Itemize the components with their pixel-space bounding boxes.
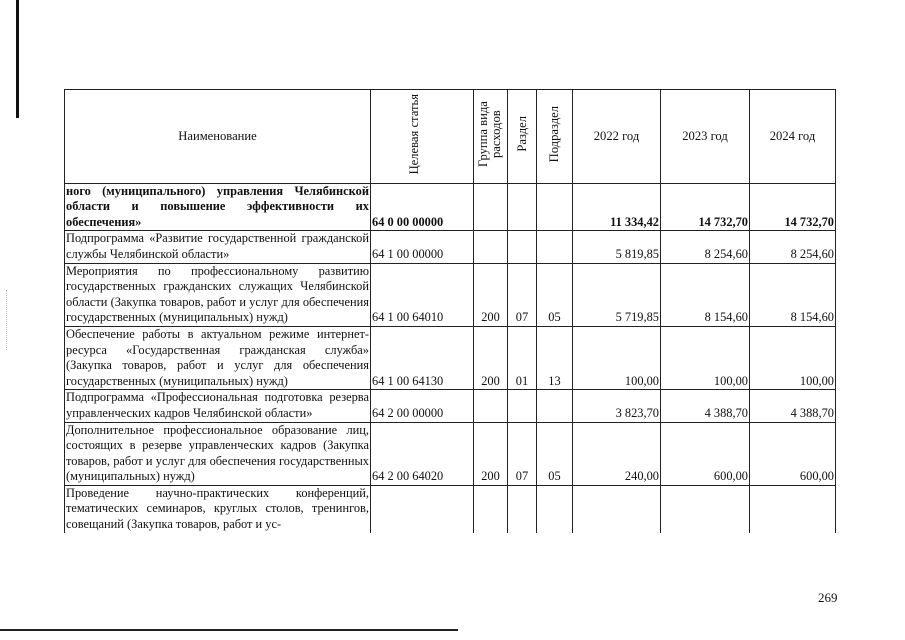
row-subsection bbox=[537, 183, 573, 231]
row-2024: 8 154,60 bbox=[750, 263, 836, 326]
row-section bbox=[508, 390, 537, 422]
row-name: ного (муниципального) управления Челябинской области и повышение эффективности их обеспечения» bbox=[65, 183, 371, 231]
table-row bbox=[65, 263, 836, 326]
row-section: 01 bbox=[508, 326, 537, 389]
row-subsection: 05 bbox=[537, 422, 573, 485]
header-group: Группа вида расходов bbox=[474, 90, 508, 184]
row-code: 64 1 00 64010 bbox=[371, 263, 474, 326]
row-group: 200 bbox=[474, 263, 508, 326]
row-name: Подпрограмма «Развитие государственной гражданской службы Челябинской области» bbox=[65, 231, 371, 263]
table-row bbox=[65, 326, 836, 389]
table-row bbox=[65, 390, 836, 422]
row-name: Мероприятия по профессиональному развитию государственных гражданских служащих Челябинской области (Закупка товаров, работ и услуг для обеспечения государственных (муниципальных) нужд) bbox=[65, 263, 371, 326]
row-name: Проведение научно-практических конференций, тематических семинаров, круглых столов, тренингов, совещаний (Закупка товаров, работ и ус- bbox=[66, 485, 369, 532]
page-number: 269 bbox=[818, 590, 838, 605]
row-code: 64 0 00 00000 bbox=[371, 183, 474, 231]
scan-margin-specks bbox=[6, 290, 9, 350]
header-2024: 2024 год bbox=[750, 90, 836, 184]
row-subsection bbox=[537, 485, 573, 532]
row-group bbox=[474, 390, 508, 422]
row-2024: 8 254,60 bbox=[750, 231, 836, 263]
header-section: Раздел bbox=[508, 90, 537, 184]
scan-margin-bar bbox=[16, 0, 19, 118]
row-2023: 4 388,70 bbox=[661, 390, 750, 422]
budget-table bbox=[64, 89, 836, 533]
header-name: Наименование bbox=[65, 90, 371, 184]
row-2023: 600,00 bbox=[661, 422, 750, 485]
row-group bbox=[474, 485, 508, 532]
header-target: Целевая статья bbox=[371, 90, 474, 184]
row-group: 200 bbox=[474, 422, 508, 485]
row-2023: 100,00 bbox=[661, 326, 750, 389]
row-2022: 5 819,85 bbox=[573, 231, 661, 263]
row-2023: 8 254,60 bbox=[661, 231, 750, 263]
table-header-row bbox=[65, 90, 836, 184]
row-code bbox=[371, 485, 474, 532]
bottom-rule bbox=[0, 629, 458, 631]
table-row bbox=[65, 183, 836, 231]
table-row bbox=[65, 485, 836, 532]
row-section bbox=[508, 231, 537, 263]
header-2023: 2023 год bbox=[661, 90, 750, 184]
table-row bbox=[65, 231, 836, 263]
row-2024: 100,00 bbox=[750, 326, 836, 389]
row-subsection: 05 bbox=[537, 263, 573, 326]
row-2024: 600,00 bbox=[750, 422, 836, 485]
row-name: Дополнительное профессиональное образование лиц, состоящих в резерве управленческих кадров (Закупка товаров, работ и услуг для обеспечения государственных (муниципальных) нужд) bbox=[65, 422, 371, 485]
row-2024 bbox=[750, 485, 836, 532]
row-2022 bbox=[573, 485, 661, 532]
row-section: 07 bbox=[508, 422, 537, 485]
table-row bbox=[65, 422, 836, 485]
row-subsection: 13 bbox=[537, 326, 573, 389]
row-section: 07 bbox=[508, 263, 537, 326]
row-name: Подпрограмма «Профессиональная подготовка резерва управленческих кадров Челябинской области» bbox=[65, 390, 371, 422]
row-2023 bbox=[661, 485, 750, 532]
row-subsection bbox=[537, 390, 573, 422]
row-name: Обеспечение работы в актуальном режиме интернет-ресурса «Государственная гражданская служба» (Закупка товаров, работ и услуг для обеспечения государственных (муниципальных) нужд) bbox=[65, 326, 371, 389]
row-group: 200 bbox=[474, 326, 508, 389]
header-subsection: Подраздел bbox=[537, 90, 573, 184]
row-code: 64 1 00 64130 bbox=[371, 326, 474, 389]
row-2022: 5 719,85 bbox=[573, 263, 661, 326]
row-group bbox=[474, 231, 508, 263]
row-code: 64 2 00 64020 bbox=[371, 422, 474, 485]
row-2022: 3 823,70 bbox=[573, 390, 661, 422]
header-2022: 2022 год bbox=[573, 90, 661, 184]
row-code: 64 1 00 00000 bbox=[371, 231, 474, 263]
row-group bbox=[474, 183, 508, 231]
row-2022: 11 334,42 bbox=[573, 183, 661, 231]
row-2024: 14 732,70 bbox=[750, 183, 836, 231]
row-subsection bbox=[537, 231, 573, 263]
row-2022: 240,00 bbox=[573, 422, 661, 485]
row-2023: 14 732,70 bbox=[661, 183, 750, 231]
row-2024: 4 388,70 bbox=[750, 390, 836, 422]
row-2023: 8 154,60 bbox=[661, 263, 750, 326]
row-2022: 100,00 bbox=[573, 326, 661, 389]
row-code: 64 2 00 00000 bbox=[371, 390, 474, 422]
row-section bbox=[508, 183, 537, 231]
row-section bbox=[508, 485, 537, 532]
